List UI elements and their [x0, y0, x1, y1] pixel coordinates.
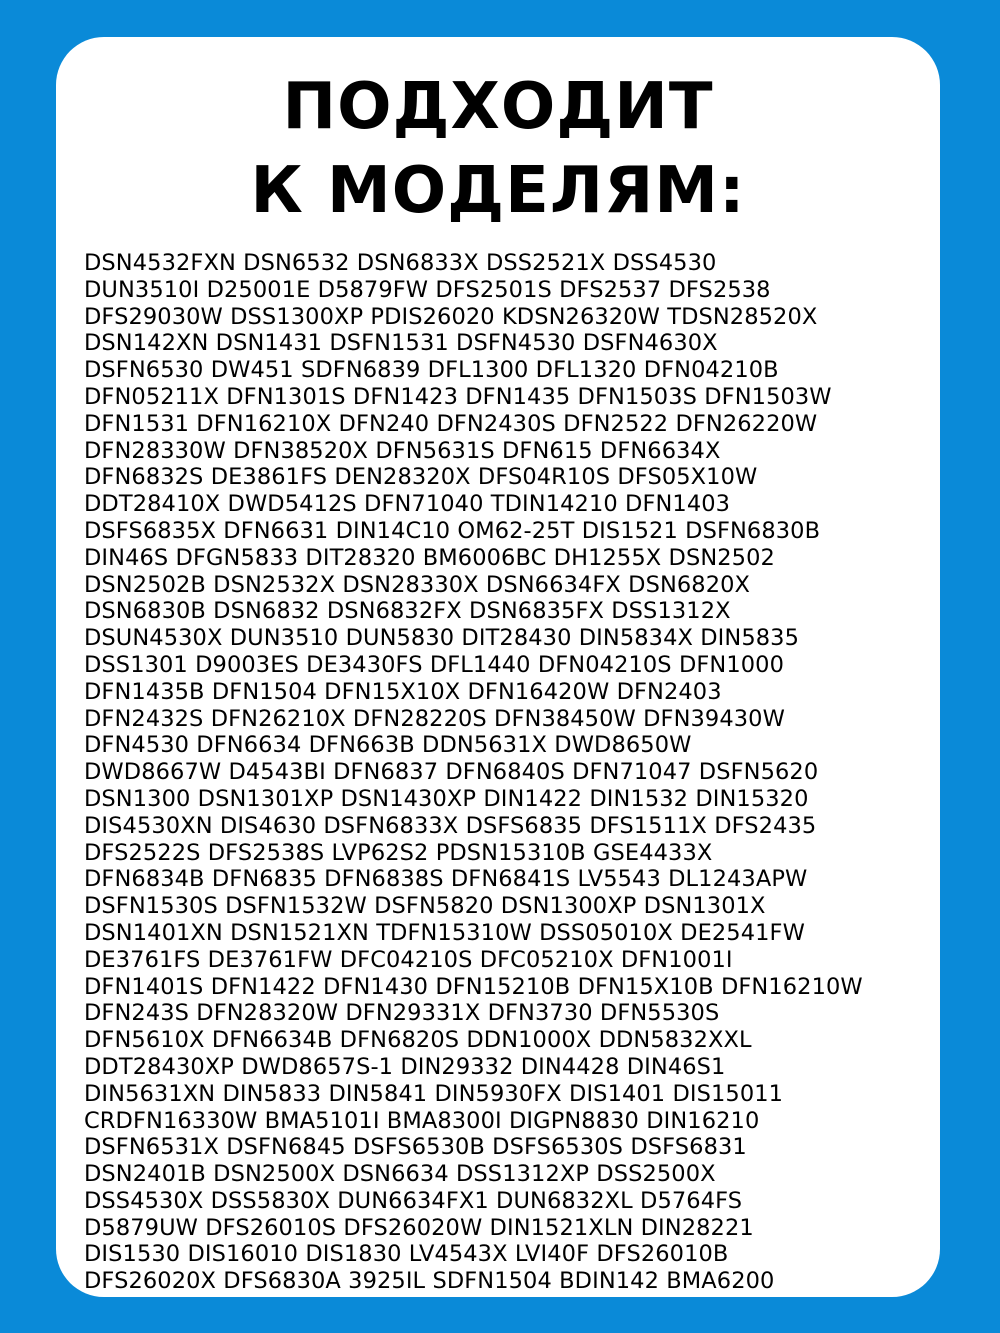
content-card — [56, 37, 940, 1297]
model-list-line: DDT28430XP DWD8657S-1 DIN29332 DIN4428 DIN46S1 — [84, 1053, 726, 1080]
model-list — [84, 250, 940, 1295]
model-list-line: DSS1301 D9003ES DE3430FS DFL1440 DFN04210S DFN1000 — [84, 651, 785, 678]
model-list-line: DSN4532FXN DSN6532 DSN6833X DSS2521X DSS4530 — [84, 250, 717, 276]
model-list-line: DFN1531 DFN16210X DFN240 DFN2430S DFN2522 DFN26220W — [84, 410, 818, 437]
model-list-line: DWD8667W D4543BI DFN6837 DFN6840S DFN71047 DSFN5620 — [84, 759, 819, 786]
model-list-line: DFN1435B DFN1504 DFN15X10X DFN16420W DFN2403 — [84, 678, 722, 705]
model-list-line: DIN5631XN DIN5833 DIN5841 DIN5930FX DIS1401 DIS15011 — [84, 1080, 784, 1107]
model-list-line: DE3761FS DE3761FW DFC04210S DFC05210X DFN1001I — [84, 946, 733, 973]
model-list-line: CRDFN16330W BMA5101I BMA8300I DIGPN8830 DIN16210 — [84, 1107, 760, 1134]
model-list-line: DFS2522S DFS2538S LVP62S2 PDSN15310B GSE4433X — [84, 839, 713, 866]
model-list-line: DFN28330W DFN38520X DFN5631S DFN615 DFN6634X — [84, 437, 721, 464]
model-list-line: DIS4530XN DIS4630 DSFN6833X DSFS6835 DFS1511X DFS2435 — [84, 812, 817, 839]
model-list-line: DSN2401B DSN2500X DSN6634 DSS1312XP DSS2500X — [84, 1161, 716, 1188]
model-list-line: DFN1401S DFN1422 DFN1430 DFN15210B DFN15X10B DFN16210W — [84, 973, 863, 1000]
model-list-line: DFN6832S DE3861FS DEN28320X DFS04R10S DFS05X10W — [84, 464, 758, 491]
model-list-line: DSFN6531X DSFN6845 DSFS6530B DSFS6530S DSFS6831 — [84, 1134, 747, 1161]
model-list-line: DDT28410X DWD5412S DFN71040 TDIN14210 DFN1403 — [84, 491, 731, 518]
title-line-1: ПОДХОДИТ — [282, 70, 714, 144]
model-list-line: DFS26020X DFS6830A 3925IL SDFN1504 BDIN142 BMA6200 — [84, 1268, 775, 1295]
model-list-line: DIN46S DFGN5833 DIT28320 BM6006BC DH1255X DSN2502 — [84, 544, 775, 571]
title-line-2: К МОДЕЛЯМ: — [250, 154, 746, 228]
model-list-line: DSN1401XN DSN1521XN TDFN15310W DSS05010X DE2541FW — [84, 919, 805, 946]
model-list-line: DFN05211X DFN1301S DFN1423 DFN1435 DFN1503S DFN1503W — [84, 383, 832, 410]
model-list-line: DFS29030W DSS1300XP PDIS26020 KDSN26320W TDSN28520X — [84, 303, 818, 330]
model-list-line: DSFN6530 DW451 SDFN6839 DFL1300 DFL1320 DFN04210B — [84, 357, 779, 384]
model-list-line: DFN4530 DFN6634 DFN663B DDN5631X DWD8650W — [84, 732, 692, 759]
model-list-line: DSN6830B DSN6832 DSN6832FX DSN6835FX DSS1312X — [84, 598, 731, 625]
model-list-line: DFN5610X DFN6634B DFN6820S DDN1000X DDN5832XXL — [84, 1027, 752, 1054]
model-list-line: D5879UW DFS26010S DFS26020W DIN1521XLN DIN28221 — [84, 1214, 754, 1241]
model-list-line: DSFS6835X DFN6631 DIN14C10 OM62-25T DIS1521 DSFN6830B — [84, 517, 821, 544]
model-list-line: DSN2502B DSN2532X DSN28330X DSN6634FX DSN6820X — [84, 571, 751, 598]
model-list-line: DFN243S DFN28320W DFN29331X DFN3730 DFN5530S — [84, 1000, 720, 1027]
model-list-line: DIS1530 DIS16010 DIS1830 LV4543X LVI40F DFS26010B — [84, 1241, 729, 1268]
model-list-line: DSN1300 DSN1301XP DSN1430XP DIN1422 DIN1532 DIN15320 — [84, 785, 809, 812]
model-list-line: DUN3510I D25001E D5879FW DFS2501S DFS2537 DFS2538 — [84, 276, 771, 303]
model-list-line: DFN2432S DFN26210X DFN28220S DFN38450W DFN39430W — [84, 705, 785, 732]
model-list-line: DFN6834B DFN6835 DFN6838S DFN6841S LV5543 DL1243APW — [84, 866, 808, 893]
model-list-line: DSFN1530S DSFN1532W DSFN5820 DSN1300XP DSN1301X — [84, 893, 766, 920]
model-list-line: DSS4530X DSS5830X DUN6634FX1 DUN6832XL D5764FS — [84, 1187, 743, 1214]
page-title — [56, 65, 940, 233]
model-list-line: DSN142XN DSN1431 DSFN1531 DSFN4530 DSFN4630X — [84, 330, 718, 357]
model-list-line: DSUN4530X DUN3510 DUN5830 DIT28430 DIN5834X DIN5835 — [84, 625, 800, 652]
